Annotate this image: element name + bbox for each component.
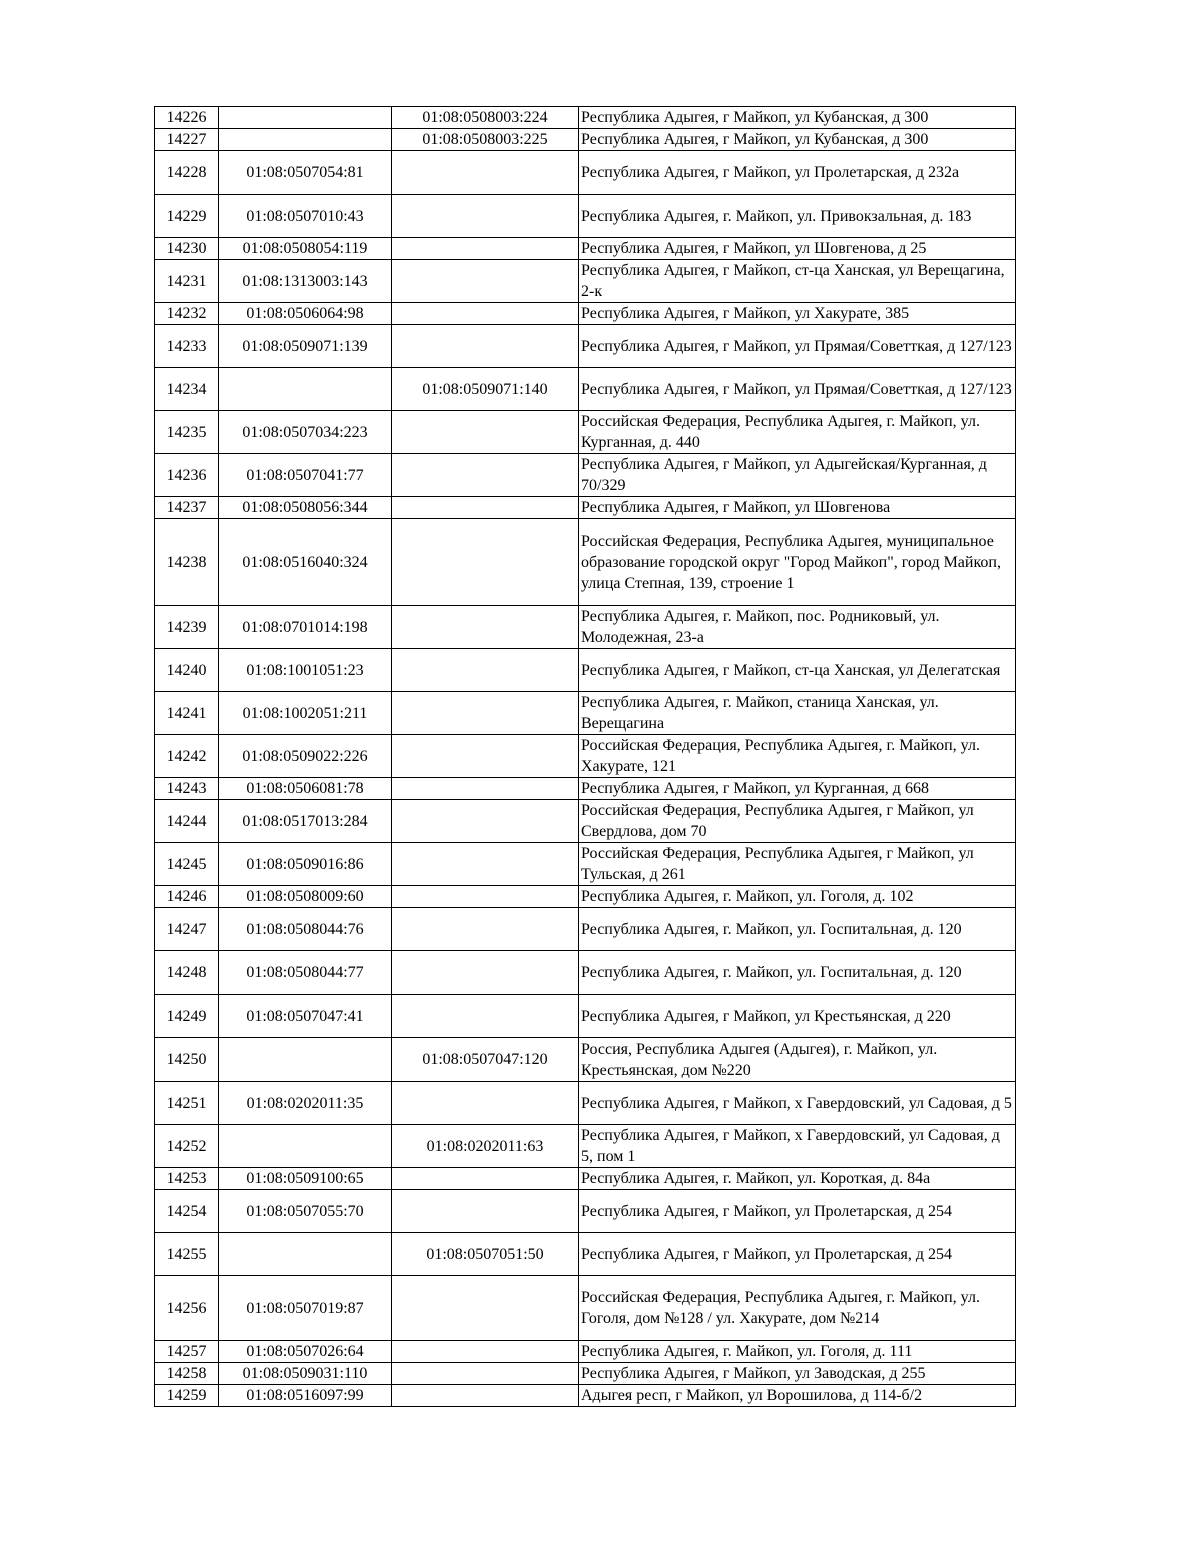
address-cell: Республика Адыгея, г Майкоп, ул Курганная, д 668 bbox=[579, 778, 1016, 800]
object-cadastral-number-cell bbox=[392, 1082, 579, 1125]
row-number-cell: 14255 bbox=[155, 1233, 219, 1276]
table-row bbox=[155, 1276, 1016, 1341]
row-number-cell: 14252 bbox=[155, 1125, 219, 1168]
table-row bbox=[155, 260, 1016, 303]
address-cell: Республика Адыгея, г Майкоп, ул Заводская, д 255 bbox=[579, 1363, 1016, 1385]
table-row bbox=[155, 325, 1016, 368]
table-row bbox=[155, 843, 1016, 886]
land-cadastral-number-cell: 01:08:1001051:23 bbox=[219, 649, 392, 692]
object-cadastral-number-cell: 01:08:0508003:225 bbox=[392, 129, 579, 151]
table-row bbox=[155, 1038, 1016, 1082]
address-cell: Российская Федерация, Республика Адыгея, г. Майкоп, ул. Гоголя, дом №128 / ул. Хакурате, дом №214 bbox=[579, 1276, 1016, 1341]
address-cell: Российская Федерация, Республика Адыгея, г Майкоп, ул Тульская, д 261 bbox=[579, 843, 1016, 886]
address-cell: Республика Адыгея, г Майкоп, ул Кубанская, д 300 bbox=[579, 129, 1016, 151]
object-cadastral-number-cell bbox=[392, 1190, 579, 1233]
row-number-cell: 14257 bbox=[155, 1341, 219, 1363]
row-number-cell: 14226 bbox=[155, 107, 219, 129]
row-number-cell: 14256 bbox=[155, 1276, 219, 1341]
object-cadastral-number-cell bbox=[392, 497, 579, 519]
table-row bbox=[155, 1341, 1016, 1363]
address-cell: Республика Адыгея, г Майкоп, х Гавердовский, ул Садовая, д 5 bbox=[579, 1082, 1016, 1125]
row-number-cell: 14251 bbox=[155, 1082, 219, 1125]
table-row bbox=[155, 107, 1016, 129]
table-row bbox=[155, 1363, 1016, 1385]
row-number-cell: 14228 bbox=[155, 151, 219, 195]
table-row bbox=[155, 454, 1016, 497]
table-row bbox=[155, 368, 1016, 411]
land-cadastral-number-cell: 01:08:0507055:70 bbox=[219, 1190, 392, 1233]
address-cell: Республика Адыгея, г Майкоп, ул Пролетарская, д 254 bbox=[579, 1190, 1016, 1233]
object-cadastral-number-cell bbox=[392, 195, 579, 238]
row-number-cell: 14258 bbox=[155, 1363, 219, 1385]
address-cell: Республика Адыгея, г. Майкоп, ул. Короткая, д. 84а bbox=[579, 1168, 1016, 1190]
address-cell: Российская Федерация, Республика Адыгея, г. Майкоп, ул. Курганная, д. 440 bbox=[579, 411, 1016, 454]
object-cadastral-number-cell bbox=[392, 1363, 579, 1385]
land-cadastral-number-cell: 01:08:0509100:65 bbox=[219, 1168, 392, 1190]
table-row bbox=[155, 195, 1016, 238]
row-number-cell: 14239 bbox=[155, 606, 219, 649]
table-row bbox=[155, 1385, 1016, 1407]
table-row bbox=[155, 1125, 1016, 1168]
table-row bbox=[155, 151, 1016, 195]
object-cadastral-number-cell: 01:08:0507047:120 bbox=[392, 1038, 579, 1082]
row-number-cell: 14236 bbox=[155, 454, 219, 497]
land-cadastral-number-cell: 01:08:0509031:110 bbox=[219, 1363, 392, 1385]
object-cadastral-number-cell bbox=[392, 649, 579, 692]
address-cell: Республика Адыгея, г. Майкоп, станица Ханская, ул. Верещагина bbox=[579, 692, 1016, 735]
object-cadastral-number-cell bbox=[392, 1385, 579, 1407]
object-cadastral-number-cell bbox=[392, 778, 579, 800]
land-cadastral-number-cell: 01:08:0508056:344 bbox=[219, 497, 392, 519]
address-cell: Республика Адыгея, г Майкоп, ул Прямая/Советткая, д 127/123 bbox=[579, 325, 1016, 368]
object-cadastral-number-cell bbox=[392, 606, 579, 649]
address-cell: Республика Адыгея, г Майкоп, ул Прямая/Советткая, д 127/123 bbox=[579, 368, 1016, 411]
object-cadastral-number-cell bbox=[392, 843, 579, 886]
address-cell: Республика Адыгея, г Майкоп, ст-ца Ханская, ул Верещагина, 2-к bbox=[579, 260, 1016, 303]
address-cell: Республика Адыгея, г. Майкоп, ул. Гоголя, д. 102 bbox=[579, 886, 1016, 908]
row-number-cell: 14237 bbox=[155, 497, 219, 519]
address-cell: Республика Адыгея, г Майкоп, ул Адыгейская/Курганная, д 70/329 bbox=[579, 454, 1016, 497]
address-cell: Республика Адыгея, г Майкоп, ул Шовгенова, д 25 bbox=[579, 238, 1016, 260]
address-cell: Россия, Республика Адыгея (Адыгея), г. Майкоп, ул. Крестьянская, дом №220 bbox=[579, 1038, 1016, 1082]
object-cadastral-number-cell bbox=[392, 1276, 579, 1341]
row-number-cell: 14230 bbox=[155, 238, 219, 260]
land-cadastral-number-cell: 01:08:0701014:198 bbox=[219, 606, 392, 649]
table-row bbox=[155, 497, 1016, 519]
row-number-cell: 14242 bbox=[155, 735, 219, 778]
land-cadastral-number-cell: 01:08:0508044:76 bbox=[219, 908, 392, 951]
table-row bbox=[155, 303, 1016, 325]
table-row bbox=[155, 1190, 1016, 1233]
address-cell: Республика Адыгея, г Майкоп, ул Крестьянская, д 220 bbox=[579, 995, 1016, 1038]
row-number-cell: 14259 bbox=[155, 1385, 219, 1407]
land-cadastral-number-cell: 01:08:0507054:81 bbox=[219, 151, 392, 195]
object-cadastral-number-cell bbox=[392, 908, 579, 951]
land-cadastral-number-cell: 01:08:1313003:143 bbox=[219, 260, 392, 303]
object-cadastral-number-cell bbox=[392, 411, 579, 454]
row-number-cell: 14231 bbox=[155, 260, 219, 303]
address-cell: Республика Адыгея, г. Майкоп, ул. Привокзальная, д. 183 bbox=[579, 195, 1016, 238]
object-cadastral-number-cell bbox=[392, 260, 579, 303]
land-cadastral-number-cell: 01:08:0509071:139 bbox=[219, 325, 392, 368]
object-cadastral-number-cell bbox=[392, 151, 579, 195]
address-cell: Республика Адыгея, г Майкоп, ул Пролетарская, д 254 bbox=[579, 1233, 1016, 1276]
land-cadastral-number-cell bbox=[219, 1233, 392, 1276]
table-row bbox=[155, 778, 1016, 800]
land-cadastral-number-cell bbox=[219, 1125, 392, 1168]
address-cell: Республика Адыгея, г. Майкоп, ул. Госпитальная, д. 120 bbox=[579, 908, 1016, 951]
registry-body bbox=[155, 107, 1016, 1407]
row-number-cell: 14243 bbox=[155, 778, 219, 800]
object-cadastral-number-cell bbox=[392, 1168, 579, 1190]
land-cadastral-number-cell: 01:08:0517013:284 bbox=[219, 800, 392, 843]
land-cadastral-number-cell: 01:08:0516040:324 bbox=[219, 519, 392, 606]
land-cadastral-number-cell: 01:08:0516097:99 bbox=[219, 1385, 392, 1407]
row-number-cell: 14247 bbox=[155, 908, 219, 951]
object-cadastral-number-cell bbox=[392, 303, 579, 325]
table-row bbox=[155, 800, 1016, 843]
object-cadastral-number-cell bbox=[392, 519, 579, 606]
land-cadastral-number-cell: 01:08:0507034:223 bbox=[219, 411, 392, 454]
table-row bbox=[155, 649, 1016, 692]
land-cadastral-number-cell: 01:08:0508044:77 bbox=[219, 951, 392, 995]
row-number-cell: 14254 bbox=[155, 1190, 219, 1233]
row-number-cell: 14249 bbox=[155, 995, 219, 1038]
object-cadastral-number-cell bbox=[392, 1341, 579, 1363]
table-row bbox=[155, 129, 1016, 151]
row-number-cell: 14246 bbox=[155, 886, 219, 908]
row-number-cell: 14245 bbox=[155, 843, 219, 886]
table-row bbox=[155, 886, 1016, 908]
table-row bbox=[155, 908, 1016, 951]
row-number-cell: 14227 bbox=[155, 129, 219, 151]
object-cadastral-number-cell: 01:08:0509071:140 bbox=[392, 368, 579, 411]
table-row bbox=[155, 606, 1016, 649]
object-cadastral-number-cell bbox=[392, 325, 579, 368]
object-cadastral-number-cell bbox=[392, 800, 579, 843]
table-row bbox=[155, 519, 1016, 606]
land-cadastral-number-cell: 01:08:0507026:64 bbox=[219, 1341, 392, 1363]
table-row bbox=[155, 735, 1016, 778]
object-cadastral-number-cell: 01:08:0202011:63 bbox=[392, 1125, 579, 1168]
table-row bbox=[155, 692, 1016, 735]
row-number-cell: 14232 bbox=[155, 303, 219, 325]
land-cadastral-number-cell: 01:08:0507041:77 bbox=[219, 454, 392, 497]
row-number-cell: 14253 bbox=[155, 1168, 219, 1190]
land-cadastral-number-cell bbox=[219, 129, 392, 151]
address-cell: Республика Адыгея, г Майкоп, ул Пролетарская, д 232а bbox=[579, 151, 1016, 195]
table-row bbox=[155, 1168, 1016, 1190]
land-cadastral-number-cell: 01:08:0509022:226 bbox=[219, 735, 392, 778]
address-cell: Российская Федерация, Республика Адыгея, муниципальное образование городской округ "Город Майкоп", город Майкоп, улица Степная, 139, строение 1 bbox=[579, 519, 1016, 606]
row-number-cell: 14229 bbox=[155, 195, 219, 238]
row-number-cell: 14241 bbox=[155, 692, 219, 735]
object-cadastral-number-cell bbox=[392, 238, 579, 260]
object-cadastral-number-cell bbox=[392, 995, 579, 1038]
land-cadastral-number-cell: 01:08:0507010:43 bbox=[219, 195, 392, 238]
land-cadastral-number-cell: 01:08:0509016:86 bbox=[219, 843, 392, 886]
table-row bbox=[155, 238, 1016, 260]
object-cadastral-number-cell: 01:08:0507051:50 bbox=[392, 1233, 579, 1276]
table-row bbox=[155, 995, 1016, 1038]
row-number-cell: 14240 bbox=[155, 649, 219, 692]
row-number-cell: 14238 bbox=[155, 519, 219, 606]
address-cell: Российская Федерация, Республика Адыгея, г. Майкоп, ул. Хакурате, 121 bbox=[579, 735, 1016, 778]
object-cadastral-number-cell bbox=[392, 951, 579, 995]
land-cadastral-number-cell: 01:08:0508054:119 bbox=[219, 238, 392, 260]
address-cell: Республика Адыгея, г. Майкоп, ул. Госпитальная, д. 120 bbox=[579, 951, 1016, 995]
land-cadastral-number-cell: 01:08:0508009:60 bbox=[219, 886, 392, 908]
object-cadastral-number-cell bbox=[392, 692, 579, 735]
address-cell: Республика Адыгея, г. Майкоп, пос. Родниковый, ул. Молодежная, 23-а bbox=[579, 606, 1016, 649]
object-cadastral-number-cell bbox=[392, 454, 579, 497]
row-number-cell: 14250 bbox=[155, 1038, 219, 1082]
address-cell: Адыгея респ, г Майкоп, ул Ворошилова, д 114-б/2 bbox=[579, 1385, 1016, 1407]
address-cell: Республика Адыгея, г Майкоп, ул Кубанская, д 300 bbox=[579, 107, 1016, 129]
row-number-cell: 14235 bbox=[155, 411, 219, 454]
address-cell: Республика Адыгея, г Майкоп, ул Хакурате, 385 bbox=[579, 303, 1016, 325]
object-cadastral-number-cell: 01:08:0508003:224 bbox=[392, 107, 579, 129]
land-cadastral-number-cell: 01:08:0507047:41 bbox=[219, 995, 392, 1038]
land-cadastral-number-cell bbox=[219, 1038, 392, 1082]
address-cell: Республика Адыгея, г. Майкоп, ул. Гоголя, д. 111 bbox=[579, 1341, 1016, 1363]
land-cadastral-number-cell: 01:08:0202011:35 bbox=[219, 1082, 392, 1125]
land-cadastral-number-cell bbox=[219, 368, 392, 411]
row-number-cell: 14234 bbox=[155, 368, 219, 411]
object-cadastral-number-cell bbox=[392, 735, 579, 778]
land-cadastral-number-cell: 01:08:1002051:211 bbox=[219, 692, 392, 735]
table-row bbox=[155, 411, 1016, 454]
table-row bbox=[155, 1233, 1016, 1276]
land-cadastral-number-cell: 01:08:0507019:87 bbox=[219, 1276, 392, 1341]
table-row bbox=[155, 951, 1016, 995]
registry-table bbox=[154, 106, 1016, 1407]
address-cell: Российская Федерация, Республика Адыгея, г Майкоп, ул Свердлова, дом 70 bbox=[579, 800, 1016, 843]
table-row bbox=[155, 1082, 1016, 1125]
address-cell: Республика Адыгея, г Майкоп, х Гавердовский, ул Садовая, д 5, пом 1 bbox=[579, 1125, 1016, 1168]
row-number-cell: 14233 bbox=[155, 325, 219, 368]
address-cell: Республика Адыгея, г Майкоп, ст-ца Ханская, ул Делегатская bbox=[579, 649, 1016, 692]
land-cadastral-number-cell bbox=[219, 107, 392, 129]
land-cadastral-number-cell: 01:08:0506064:98 bbox=[219, 303, 392, 325]
object-cadastral-number-cell bbox=[392, 886, 579, 908]
land-cadastral-number-cell: 01:08:0506081:78 bbox=[219, 778, 392, 800]
row-number-cell: 14244 bbox=[155, 800, 219, 843]
row-number-cell: 14248 bbox=[155, 951, 219, 995]
address-cell: Республика Адыгея, г Майкоп, ул Шовгенова bbox=[579, 497, 1016, 519]
